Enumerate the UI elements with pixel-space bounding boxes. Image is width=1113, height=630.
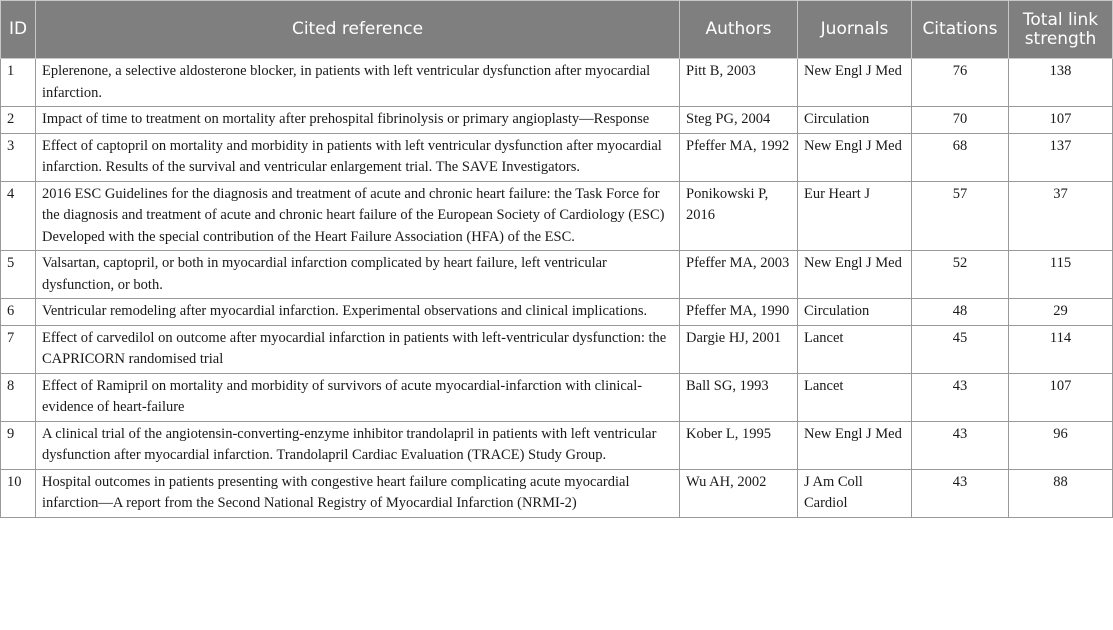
row-reference: 2016 ESC Guidelines for the diagnosis and treatment of acute and chronic heart failure: the Task Force for the diagnosis and treatment of acute and chronic heart failure of the European Society of Cardiology (ESC) Developed with the special contribution of the Heart Failure Association (HFA) of the ESC. <box>36 181 680 251</box>
row-reference: Effect of captopril on mortality and morbidity in patients with left ventricular dysfunction after myocardial infarction. Results of the survival and ventricular enlargement trial. The SAVE Investigators. <box>36 133 680 181</box>
row-authors: Wu AH, 2002 <box>680 469 798 517</box>
table-row <box>1 251 1113 299</box>
row-reference: Valsartan, captopril, or both in myocardial infarction complicated by heart failure, left ventricular dysfunction, or both. <box>36 251 680 299</box>
column-header-journals: Juornals <box>798 1 912 59</box>
row-journal: Lancet <box>798 373 912 421</box>
row-id: 2 <box>1 107 36 134</box>
row-reference: Eplerenone, a selective aldosterone blocker, in patients with left ventricular dysfunction after myocardial infarction. <box>36 59 680 107</box>
row-total-link-strength: 115 <box>1009 251 1113 299</box>
row-total-link-strength: 107 <box>1009 107 1113 134</box>
row-citations: 43 <box>912 373 1009 421</box>
row-citations: 43 <box>912 469 1009 517</box>
column-header-citations: Citations <box>912 1 1009 59</box>
table-row <box>1 469 1113 517</box>
row-citations: 52 <box>912 251 1009 299</box>
row-total-link-strength: 107 <box>1009 373 1113 421</box>
row-journal: Circulation <box>798 299 912 326</box>
table-row <box>1 421 1113 469</box>
row-total-link-strength: 114 <box>1009 325 1113 373</box>
row-citations: 68 <box>912 133 1009 181</box>
row-authors: Kober L, 1995 <box>680 421 798 469</box>
row-citations: 48 <box>912 299 1009 326</box>
row-citations: 45 <box>912 325 1009 373</box>
table-row <box>1 181 1113 251</box>
row-id: 10 <box>1 469 36 517</box>
column-header-total-link-strength: Total link strength <box>1009 1 1113 59</box>
row-journal: New Engl J Med <box>798 59 912 107</box>
table-row <box>1 107 1113 134</box>
row-journal: Circulation <box>798 107 912 134</box>
row-total-link-strength: 29 <box>1009 299 1113 326</box>
row-authors: Pfeffer MA, 1990 <box>680 299 798 326</box>
row-authors: Ponikowski P, 2016 <box>680 181 798 251</box>
row-reference: Effect of Ramipril on mortality and morbidity of survivors of acute myocardial-infarction with clinical-evidence of heart-failure <box>36 373 680 421</box>
row-journal: Eur Heart J <box>798 181 912 251</box>
row-journal: J Am Coll Cardiol <box>798 469 912 517</box>
row-id: 5 <box>1 251 36 299</box>
column-header-id: ID <box>1 1 36 59</box>
row-authors: Steg PG, 2004 <box>680 107 798 134</box>
row-journal: New Engl J Med <box>798 133 912 181</box>
table-row <box>1 299 1113 326</box>
row-total-link-strength: 138 <box>1009 59 1113 107</box>
row-citations: 76 <box>912 59 1009 107</box>
row-reference: Ventricular remodeling after myocardial infarction. Experimental observations and clinical implications. <box>36 299 680 326</box>
row-total-link-strength: 137 <box>1009 133 1113 181</box>
table-body <box>1 59 1113 518</box>
row-reference: A clinical trial of the angiotensin-converting-enzyme inhibitor trandolapril in patients with left ventricular dysfunction after myocardial infarction. Trandolapril Cardiac Evaluation (TRACE) Study Group. <box>36 421 680 469</box>
column-header-authors: Authors <box>680 1 798 59</box>
row-id: 8 <box>1 373 36 421</box>
table-row <box>1 133 1113 181</box>
row-total-link-strength: 88 <box>1009 469 1113 517</box>
row-authors: Dargie HJ, 2001 <box>680 325 798 373</box>
row-reference: Impact of time to treatment on mortality after prehospital fibrinolysis or primary angioplasty—Response <box>36 107 680 134</box>
table-row <box>1 373 1113 421</box>
row-total-link-strength: 96 <box>1009 421 1113 469</box>
row-citations: 57 <box>912 181 1009 251</box>
row-id: 4 <box>1 181 36 251</box>
row-journal: New Engl J Med <box>798 421 912 469</box>
header-row <box>1 1 1113 59</box>
row-authors: Pfeffer MA, 2003 <box>680 251 798 299</box>
row-id: 7 <box>1 325 36 373</box>
row-citations: 70 <box>912 107 1009 134</box>
row-total-link-strength: 37 <box>1009 181 1113 251</box>
column-header-cited-reference: Cited reference <box>36 1 680 59</box>
row-journal: New Engl J Med <box>798 251 912 299</box>
row-id: 3 <box>1 133 36 181</box>
row-authors: Pitt B, 2003 <box>680 59 798 107</box>
row-reference: Hospital outcomes in patients presenting with congestive heart failure complicating acute myocardial infarction—A report from the Second National Registry of Myocardial Infarction (NRMI-2) <box>36 469 680 517</box>
table-row <box>1 59 1113 107</box>
row-journal: Lancet <box>798 325 912 373</box>
row-reference: Effect of carvedilol on outcome after myocardial infarction in patients with left-ventricular dysfunction: the CAPRICORN randomised trial <box>36 325 680 373</box>
row-authors: Ball SG, 1993 <box>680 373 798 421</box>
table-row <box>1 325 1113 373</box>
row-id: 1 <box>1 59 36 107</box>
table-header <box>1 1 1113 59</box>
row-id: 9 <box>1 421 36 469</box>
row-authors: Pfeffer MA, 1992 <box>680 133 798 181</box>
row-citations: 43 <box>912 421 1009 469</box>
row-id: 6 <box>1 299 36 326</box>
